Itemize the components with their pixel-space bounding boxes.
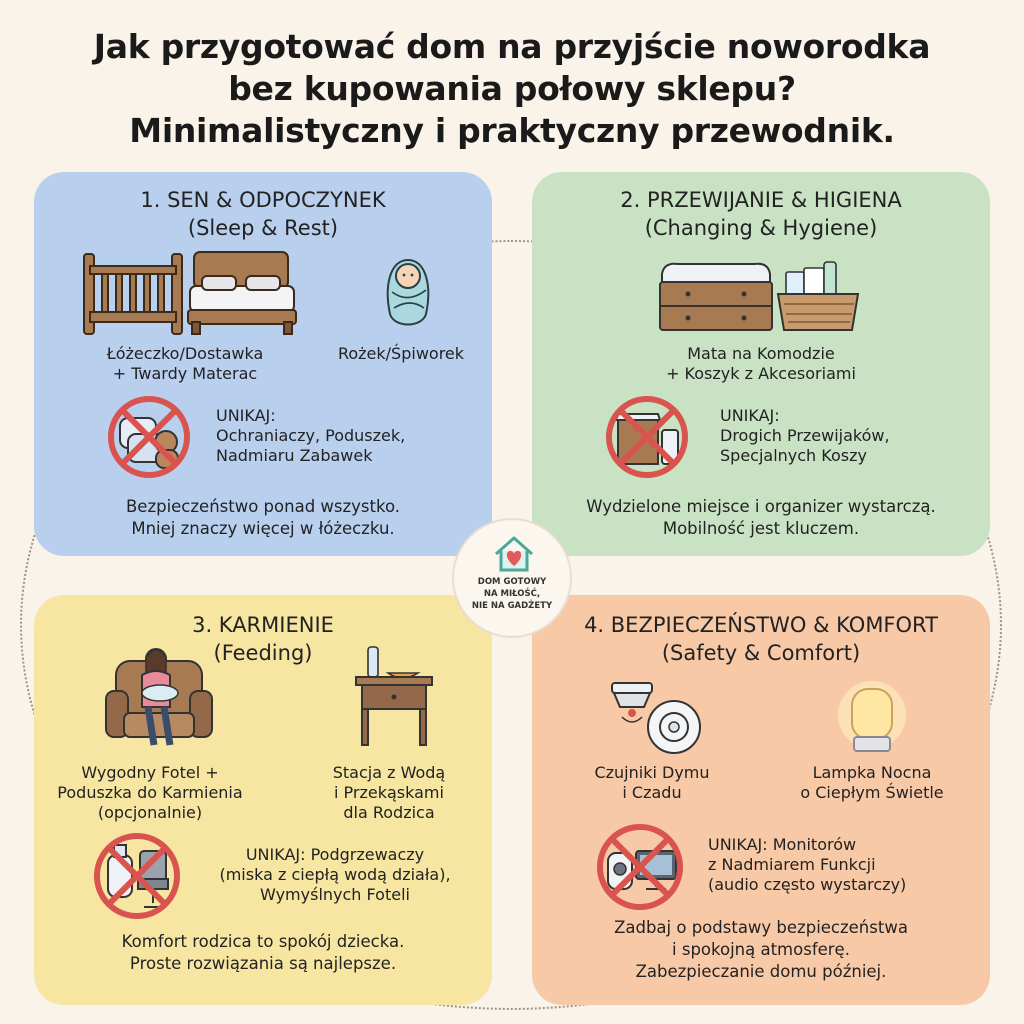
item-station-label: Stacja z Wodą i Przekąskami dla Rodzica <box>332 763 446 822</box>
avoid-text: UNIKAJ: Ochraniaczy, Poduszek, Nadmiaru Zabawek <box>216 406 406 465</box>
section-footer: Komfort rodzica to spokój dziecka. Proste rozwiązania są najlepsze. <box>121 932 405 973</box>
avoid-text: UNIKAJ: Monitorów z Nadmiarem Funkcji (audio często wystarczy) <box>708 835 907 894</box>
section-title: 1. SEN & ODPOCZYNEK (Sleep & Rest) <box>140 188 386 240</box>
smoke-detector-icon <box>608 681 704 757</box>
section-changing <box>532 172 990 556</box>
item-mat-label: Mata na Komodzie + Koszyk z Akcesoriami <box>666 344 856 383</box>
avoid-text: UNIKAJ: Podgrzewaczy (miska z ciepłą wodą działa), Wymyślnych Foteli <box>219 845 451 904</box>
center-badge <box>452 518 572 638</box>
item-armchair-label: Wygodny Fotel + Poduszka do Karmienia (opcjonalnie) <box>57 763 243 822</box>
section-footer: Wydzielone miejsce i organizer wystarczą. Mobilność jest kluczem. <box>586 497 936 538</box>
side-table-water-icon <box>354 647 434 747</box>
house-heart-icon <box>492 534 536 574</box>
section-title: 3. KARMIENIE (Feeding) <box>192 613 334 665</box>
no-changing-table-icon <box>604 394 690 480</box>
item-swaddle-label: Rożek/Śpiworek <box>337 344 465 363</box>
section-sleep <box>34 172 492 556</box>
night-lamp-icon <box>832 681 912 761</box>
section-title: 4. BEZPIECZEŃSTWO & KOMFORT (Safety & Comfort) <box>584 613 938 665</box>
swaddled-baby-icon <box>382 256 434 332</box>
section-title: 2. PRZEWIJANIE & HIGIENA (Changing & Hygiene) <box>620 188 902 240</box>
crib-icon <box>80 252 310 338</box>
armchair-nursing-icon <box>104 641 214 751</box>
title-line-1: Jak przygotować dom na przyjście noworodka <box>93 27 931 66</box>
item-lamp-label: Lampka Nocna o Ciepłym Świetle <box>800 763 944 802</box>
page-title <box>40 26 984 152</box>
center-badge-text: DOM GOTOWY NA MIŁOŚĆ, NIE NA GADŻETY <box>471 577 553 611</box>
section-footer: Zadbaj o podstawy bezpieczeństwa i spokojną atmosferę. Zabezpieczanie domu później. <box>614 918 908 981</box>
item-detector-label: Czujniki Dymu i Czadu <box>594 763 710 802</box>
title-line-2: bez kupowania połowy sklepu? <box>228 69 796 108</box>
no-video-monitor-icon <box>594 821 686 913</box>
section-feeding <box>34 595 492 1005</box>
item-crib-label: Łóżeczko/Dostawka + Twardy Materac <box>106 344 264 383</box>
dresser-changing-mat-icon <box>658 258 868 334</box>
section-safety <box>532 595 990 1005</box>
avoid-text: UNIKAJ: Drogich Przewijaków, Specjalnych Koszy <box>720 406 890 465</box>
no-pillows-toys-icon <box>106 394 192 480</box>
section-footer: Bezpieczeństwo ponad wszystko. Mniej znaczy więcej w łóżeczku. <box>125 497 401 538</box>
title-line-3: Minimalistyczny i praktyczny przewodnik. <box>129 111 895 150</box>
no-bottle-warmer-icon <box>92 831 182 921</box>
